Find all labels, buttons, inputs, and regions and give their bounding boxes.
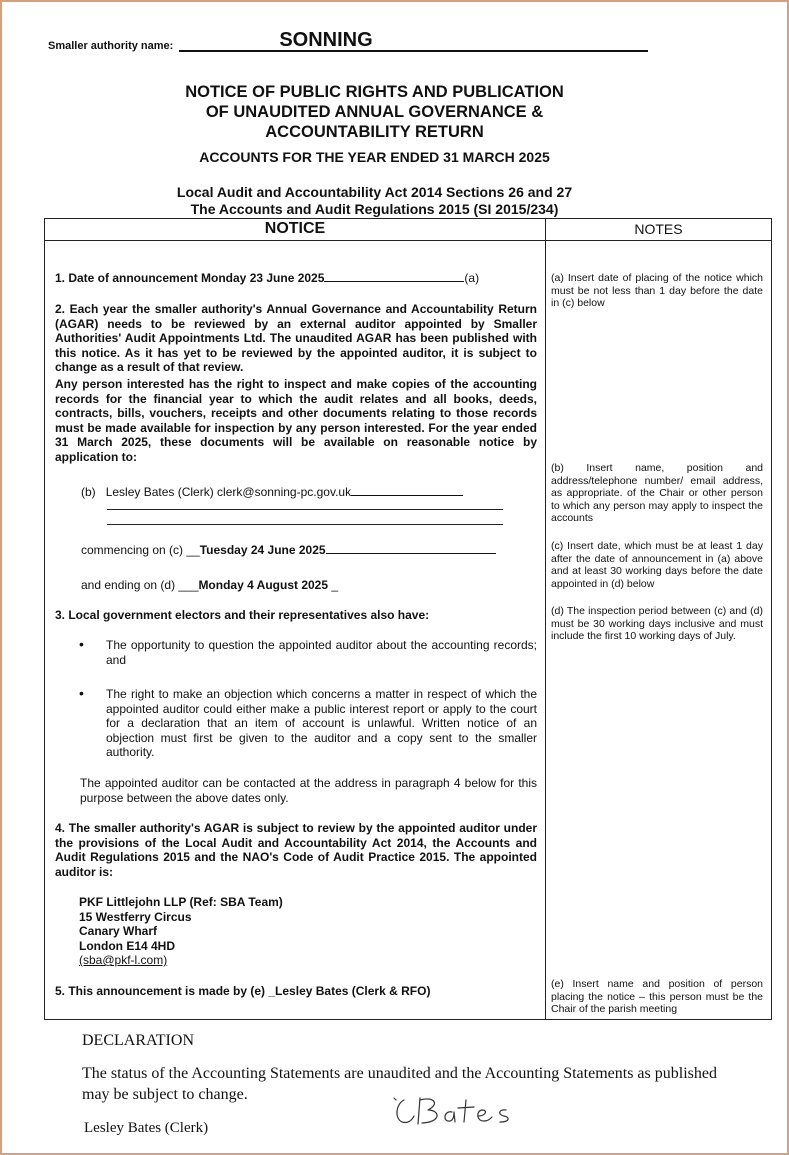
paragraph-4: 4. The smaller authority's AGAR is subject to review by the appointed auditor under the provisions of the Local Audit and Accountability Act 2014, the Accounts and Audit Regulations 2015 and the NAO's Code of Audit Practice 2015. The appointed auditor is: [55, 821, 537, 879]
notice-table [44, 218, 772, 1020]
underline [324, 269, 464, 282]
contact-line [81, 483, 541, 500]
auditor-city: London E14 4HD [79, 938, 176, 953]
paragraph-2: 2. Each year the smaller authority's Annual Governance and Accountability Return (AGAR) needs to be reviewed by an external auditor appointed by Smaller Authorities' Audit Appointments Ltd. The unaudited AGAR has been published with this notice. As it has yet to be reviewed by the appointed auditor, it is subject to change as a result of that review. [55, 302, 537, 374]
column-divider [545, 219, 546, 1019]
commencing-line: commencing on (c) __Tuesday 24 June 2025 [81, 541, 541, 558]
bullet-dot: • [79, 636, 84, 652]
ending-label: and ending on (d) [81, 578, 176, 592]
header-divider [45, 240, 771, 241]
ending-line: and ending on (d) ___Monday 4 August 2025 _ [81, 578, 339, 592]
paragraph-3-contact: The appointed auditor can be contacted at the address in paragraph 4 below for this purpose between the above dates only. [80, 776, 537, 805]
paragraph-3-heading: 3. Local government electors and their representatives also have: [55, 608, 430, 622]
act-line-1: Local Audit and Accountability Act 2014 Sections 26 and 27 [176, 184, 573, 200]
act-reference [2, 184, 747, 218]
auditor-address [79, 895, 479, 968]
announcement-date: 1. Date of announcement Monday 23 June 2025 [55, 271, 325, 285]
note-b: (b) Insert name, position and address/telephone number/ email address, as appropriate. of the Chair or other person to which any person may apply to inspect the accounts [551, 462, 763, 524]
commencing-date: Tuesday 24 June 2025 [199, 543, 326, 557]
paragraph-5: 5. This announcement is made by (e) _Lesley Bates (Clerk & RFO) [55, 984, 431, 998]
title-line-2: OF UNAUDITED ANNUAL GOVERNANCE & [205, 103, 544, 121]
signatory-name: Lesley Bates (Clerk) [84, 1120, 209, 1136]
document-title [2, 82, 747, 142]
note-d: (d) The inspection period between (c) and (d) must be 30 working days inclusive and must include the first 10 working days of July. [551, 605, 763, 642]
underline [351, 483, 463, 496]
underline [326, 541, 496, 554]
signature-image [382, 1090, 532, 1134]
paragraph-1 [55, 269, 535, 286]
contact-details: Lesley Bates (Clerk) clerk@sonning-pc.gov.uk [105, 485, 352, 499]
act-line-2: The Accounts and Audit Regulations 2015 (SI 2015/234) [190, 201, 559, 217]
underline [179, 36, 279, 52]
marker-a: (a) [464, 271, 480, 285]
notice-column-header: NOTICE [264, 220, 326, 237]
underline [373, 36, 648, 52]
declaration-heading: DECLARATION [82, 1032, 194, 1049]
authority-label: Smaller authority name: [48, 40, 174, 52]
declaration-text: The status of the Accounting Statements are unaudited and the Accounting Statements as published may be subject to change. [82, 1065, 717, 1103]
paragraph-2-rights: Any person interested has the right to inspect and make copies of the accounting records for the financial year to which the audit relates and all books, deeds, contracts, bills, vouchers, receipts and other documents relating to those records must be made available for inspection by any person interested. For the year ended 31 March 2025, these documents will be available on reasonable notice by application to: [55, 377, 537, 464]
ending-date: Monday 4 August 2025 [198, 578, 329, 592]
note-c: (c) Insert date, which must be at least 1 day after the date of announcement in (a) above and at least 30 working days before the date appointed in (d) below [551, 540, 763, 590]
notes-column-header: NOTES [634, 221, 683, 237]
title-line-3: ACCOUNTABILITY RETURN [265, 123, 484, 141]
auditor-email: (sba@pkf-l.com) [79, 953, 168, 967]
marker-b: (b) [81, 485, 96, 499]
note-a: (a) Insert date of placing of the notice which must be not less than 1 day before the date in (c) below [551, 272, 763, 309]
note-e: (e) Insert name and position of person placing the notice – this person must be the Chair of the parish meeting [551, 978, 763, 1015]
blank-line [107, 524, 503, 525]
authority-name-line [48, 30, 648, 52]
auditor-name: PKF Littlejohn LLP (Ref: SBA Team) [79, 895, 283, 909]
bullet-2: The right to make an objection which concerns a matter in respect of which the appointed auditor could either make a public interest report or apply to the court for a declaration that an item of account is unlawful. Written notice of an objection must first be given to the auditor and a copy sent to the smaller authority. [106, 687, 537, 759]
title-line-1: NOTICE OF PUBLIC RIGHTS AND PUBLICATION [185, 83, 564, 101]
commencing-label: commencing on (c) [81, 543, 184, 557]
auditor-street: 15 Westferry Circus [79, 909, 192, 924]
auditor-area: Canary Wharf [79, 924, 158, 938]
bullet-1: The opportunity to question the appointed auditor about the accounting records; and [106, 638, 537, 667]
bullet-dot: • [79, 685, 84, 701]
blank-line [107, 509, 503, 510]
accounts-year-heading: ACCOUNTS FOR THE YEAR ENDED 31 MARCH 2025 [199, 149, 550, 165]
authority-name: SONNING [279, 29, 373, 51]
